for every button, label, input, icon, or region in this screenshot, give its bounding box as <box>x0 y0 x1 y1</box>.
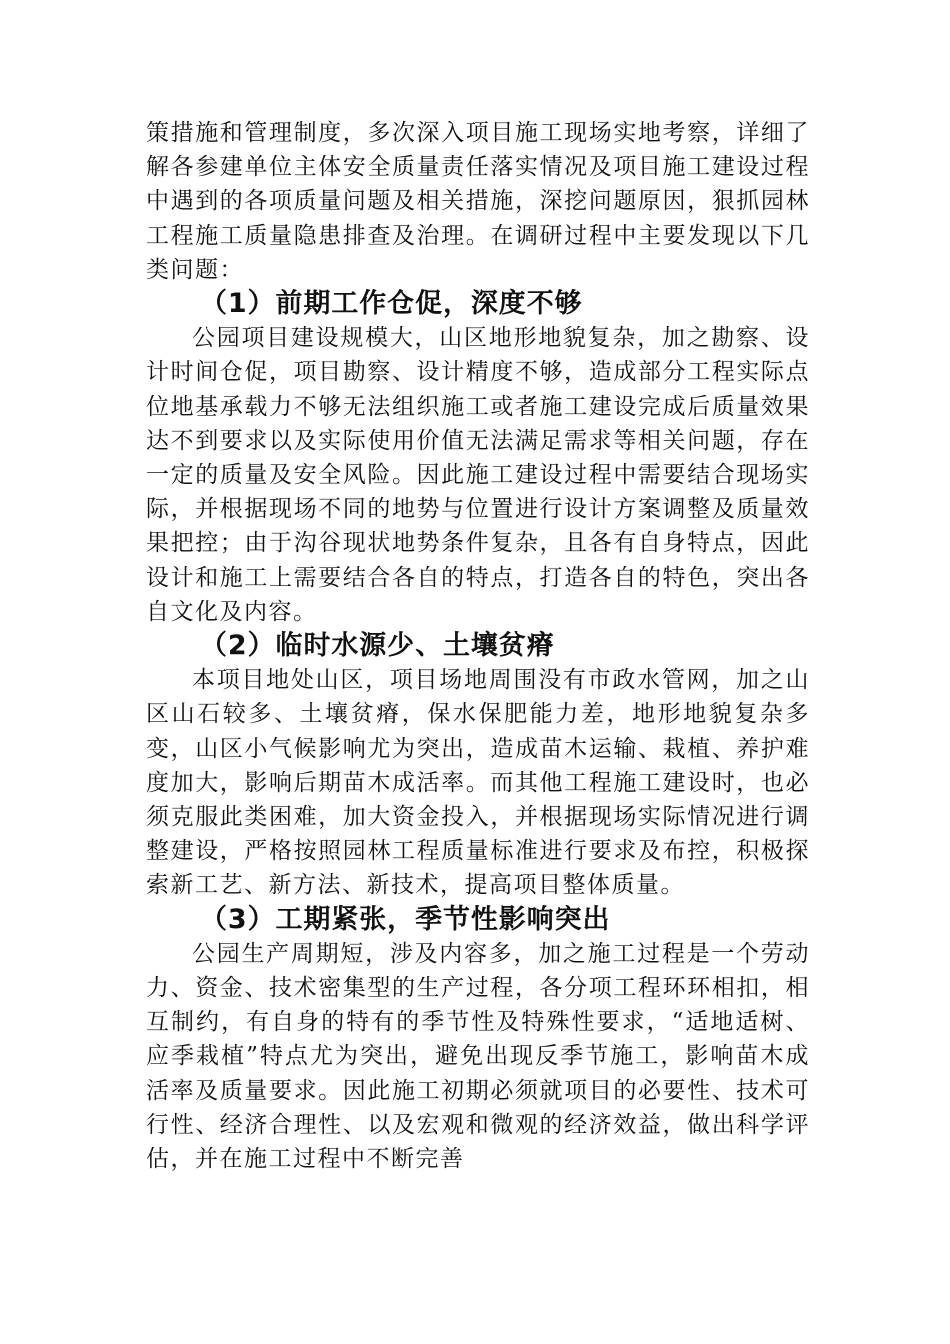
section-heading-3: （3）工期紧张，季节性影响突出 <box>200 903 611 935</box>
section-body-2: 本项目地处山区，项目场地周围没有市政水管网，加之山区山石较多、土壤贫瘠，保水保肥能力差，地形地貌复杂多变，山区小气候影响尤为突出，造成苗木运输、栽植、养护难度加大，影响后期苗木成活率。而其他工程施工建设时，也必须克服此类困难，加大资金投入，并根据现场实际情况进行调整建设，严格按照园林工程质量标准进行要求及布控，积极探索新工艺、新方法、新技术，提高项目整体质量。 <box>146 667 810 899</box>
intro-paragraph: 策措施和管理制度，多次深入项目施工现场实地考察，详细了解各参建单位主体安全质量责任落实情况及项目施工建设过程中遇到的各项质量问题及相关措施，深挖问题原因，狠抓园林工程施工质量隐患排查及治理。在调研过程中主要发现以下几类问题： <box>146 120 810 283</box>
section-body-1: 公园项目建设规模大，山区地形地貌复杂，加之勘察、设计时间仓促，项目勘察、设计精度不够，造成部分工程实际点位地基承载力不够无法组织施工或者施工建设完成后质量效果达不到要求以及实际使用价值无法满足需求等相关问题，存在一定的质量及安全风险。因此施工建设过程中需要结合现场实际，并根据现场不同的地势与位置进行设计方案调整及质量效果把控；由于沟谷现状地势条件复杂，且各有自身特点，因此设计和施工上需要结合各自的特点，打造各自的特色，突出各自文化及内容。 <box>146 325 810 625</box>
section-heading-2: （2）临时水源少、土壤贫瘠 <box>200 630 555 662</box>
section-heading-1: （1）前期工作仓促，深度不够 <box>200 288 583 320</box>
section-body-3: 公园生产周期短，涉及内容多，加之施工过程是一个劳动力、资金、技术密集型的生产过程，各分项工程环环相扣，相互制约，有自身的特有的季节性及特殊性要求，“适地适树、应季栽植”特点尤为突出，避免出现反季节施工，影响苗木成活率及质量要求。因此施工初期必须就项目的必要性、技术可行性、经济合理性、以及宏观和微观的经济效益，做出科学评估，并在施工过程中不断完善 <box>146 940 810 1173</box>
document-page <box>146 116 810 1176</box>
